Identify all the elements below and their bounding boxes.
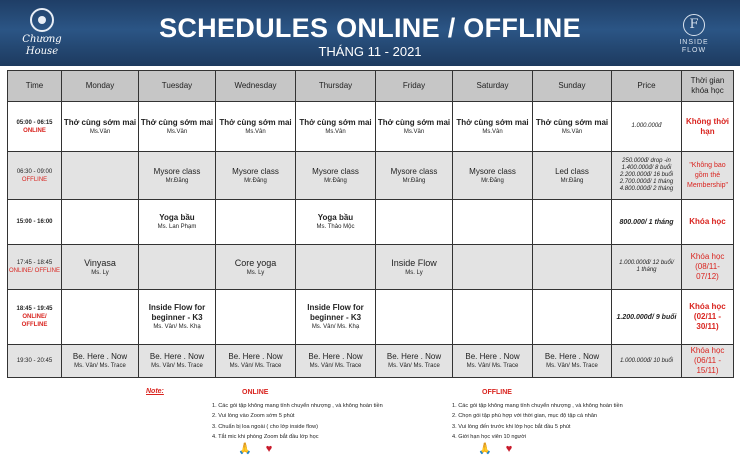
class-cell bbox=[62, 152, 139, 200]
class-name: Be. Here . Now bbox=[308, 352, 363, 361]
class-name: Core yoga bbox=[234, 257, 277, 268]
class-name: Thở cùng sớm mai bbox=[63, 117, 137, 127]
teacher-name: Ms. Vân/ Ms. Trace bbox=[229, 363, 282, 369]
class-name: Mysore class bbox=[390, 166, 438, 176]
class-name: Be. Here . Now bbox=[149, 352, 205, 361]
column-header-friday: Friday bbox=[376, 71, 453, 102]
class-cell bbox=[296, 152, 376, 200]
notes-section bbox=[0, 388, 740, 468]
teacher-name: Mr.Đăng bbox=[324, 177, 347, 184]
price-line: 1.000.000đ/ 12 buổi/ bbox=[619, 260, 674, 266]
time-range: 18:45 - 19:45 bbox=[16, 306, 53, 312]
class-name: Yoga bầu bbox=[159, 213, 195, 222]
class-cell bbox=[216, 345, 296, 378]
price-line: 250.000đ/ drop -in bbox=[622, 158, 671, 164]
price-line: 1.000.000đ/ 10 buổi bbox=[619, 357, 674, 364]
list-item: 1. Các gói tập không mang tính chuyển nhượng , và không hoàn tiền bbox=[212, 403, 383, 409]
inside-flow-logo bbox=[666, 14, 722, 55]
class-cell bbox=[62, 290, 139, 345]
class-cell bbox=[62, 200, 139, 245]
teacher-name: Ms.Vân bbox=[325, 128, 346, 135]
teacher-name: Ms. Ly bbox=[91, 269, 109, 276]
price-line: 1.400.000đ/ 8 buổi bbox=[621, 165, 672, 171]
offline-icons bbox=[478, 443, 623, 455]
class-name: Be. Here . Now bbox=[228, 352, 283, 361]
class-cell bbox=[62, 345, 139, 378]
mode-label: ONLINE bbox=[23, 127, 46, 134]
class-cell bbox=[376, 200, 453, 245]
teacher-name: Ms. Vân/ Ms. Trace bbox=[309, 363, 362, 369]
teacher-name: Ms. Vân/ Ms. Trace bbox=[546, 363, 598, 369]
heart-icon: ♥ bbox=[505, 443, 513, 456]
duration-cell: Không thời hạn bbox=[682, 102, 734, 152]
class-cell bbox=[533, 290, 612, 345]
class-cell bbox=[139, 245, 216, 290]
class-cell bbox=[62, 102, 139, 152]
header-row bbox=[8, 71, 734, 102]
column-header-monday: Monday bbox=[62, 71, 139, 102]
schedule-table bbox=[7, 70, 734, 378]
class-name: Thở cùng sớm mai bbox=[377, 117, 451, 127]
class-cell bbox=[296, 200, 376, 245]
teacher-name: Ms.Vân bbox=[403, 128, 425, 135]
price-line: 1.000.000đ bbox=[631, 123, 662, 129]
class-cell bbox=[533, 200, 612, 245]
list-item: 2. Vui lòng vào Zoom sớm 5 phút bbox=[212, 413, 295, 420]
class-name: Thở cùng sớm mai bbox=[299, 117, 372, 127]
class-name: Be. Here . Now bbox=[72, 352, 128, 361]
column-header-time: Time bbox=[8, 71, 62, 102]
class-name: Mysore class bbox=[232, 166, 279, 176]
time-cell bbox=[8, 345, 62, 378]
class-cell bbox=[376, 152, 453, 200]
online-notes-title: ONLINE bbox=[242, 389, 269, 396]
list-item: 3. Chuẩn bị loa ngoài ( cho lớp inside flow) bbox=[212, 423, 318, 430]
class-cell bbox=[376, 102, 453, 152]
page-subtitle: THÁNG 11 - 2021 bbox=[318, 44, 422, 59]
teacher-name: Ms. Vân/ Ms. Trace bbox=[388, 363, 440, 369]
time-cell bbox=[8, 290, 62, 345]
list-item: 4. Giới hạn học viên 10 người bbox=[452, 433, 527, 440]
table-row bbox=[8, 245, 734, 290]
class-name: Yoga bầu bbox=[317, 213, 354, 222]
teacher-name: Ms. Ly bbox=[246, 269, 265, 276]
price-cell bbox=[612, 345, 682, 378]
class-cell bbox=[62, 245, 139, 290]
class-name: Thở cùng sớm mai bbox=[535, 117, 609, 127]
price-line: 4.800.000đ/ 2 tháng bbox=[619, 186, 674, 192]
class-cell bbox=[216, 152, 296, 200]
page-title: SCHEDULES ONLINE / OFFLINE bbox=[159, 13, 581, 43]
mode-label: OFFLINE bbox=[21, 176, 48, 183]
price-line: 2.700.000đ/ 1 tháng bbox=[619, 179, 674, 185]
column-header-duration: Thời gian khóa học bbox=[682, 71, 734, 102]
class-name: Be. Here . Now bbox=[465, 352, 520, 361]
mode-label: ONLINE/ OFFLINE bbox=[21, 314, 48, 328]
teacher-name: Ms. Vân/ Ms. Khạ bbox=[311, 324, 360, 330]
class-cell bbox=[139, 152, 216, 200]
class-cell bbox=[533, 152, 612, 200]
class-name: Led class bbox=[555, 166, 589, 176]
heart-icon: ♥ bbox=[265, 443, 273, 456]
class-name: Vinyasa bbox=[84, 257, 116, 268]
table-row bbox=[8, 200, 734, 245]
class-cell bbox=[216, 102, 296, 152]
column-header-thursday: Thursday bbox=[296, 71, 376, 102]
column-header-wednesday: Wednesday bbox=[216, 71, 296, 102]
teacher-name: Mr.Đăng bbox=[402, 177, 426, 184]
time-range: 17:45 - 18:45 bbox=[16, 260, 53, 266]
duration-cell: Khóa học (06/11 - 15/11) bbox=[682, 345, 734, 378]
table-row bbox=[8, 152, 734, 200]
header-banner bbox=[0, 0, 740, 66]
class-name: Thở cùng sớm mai bbox=[219, 117, 292, 127]
teacher-name: Ms. Vân/ Ms. Trace bbox=[74, 363, 126, 369]
teacher-name: Ms.Vân bbox=[166, 128, 188, 135]
teacher-name: Ms. Vân/ Ms. Khạ bbox=[153, 324, 201, 330]
class-cell bbox=[453, 345, 533, 378]
class-name: Thở cùng sớm mai bbox=[140, 117, 214, 127]
price-line: 2.200.000đ/ 16 buổi bbox=[619, 172, 674, 178]
note-label: Note: bbox=[146, 388, 164, 395]
time-cell bbox=[8, 200, 62, 245]
class-cell bbox=[139, 102, 216, 152]
pray-icon: 🙏 bbox=[478, 443, 492, 456]
column-header-tuesday: Tuesday bbox=[139, 71, 216, 102]
class-cell bbox=[533, 345, 612, 378]
teacher-name: Ms.Vân bbox=[482, 128, 503, 135]
table-row bbox=[8, 290, 734, 345]
price-cell bbox=[612, 200, 682, 245]
table-row bbox=[8, 102, 734, 152]
time-range: 15:00 - 16:00 bbox=[16, 219, 53, 225]
class-name: Be. Here . Now bbox=[544, 352, 600, 361]
price-cell bbox=[612, 152, 682, 200]
list-item: 4. Tắt mic khi phòng Zoom bắt đầu lớp học bbox=[212, 433, 319, 440]
online-icons bbox=[238, 443, 383, 455]
offline-notes-title: OFFLINE bbox=[482, 389, 512, 396]
column-header-sunday: Sunday bbox=[533, 71, 612, 102]
class-cell bbox=[216, 290, 296, 345]
teacher-name: Ms. Lan Phạm bbox=[157, 224, 197, 230]
offline-notes bbox=[452, 388, 623, 455]
duration-cell: "Không bao gồm thẻ Membership" bbox=[682, 152, 734, 200]
price-cell bbox=[612, 290, 682, 345]
time-cell bbox=[8, 245, 62, 290]
class-cell bbox=[296, 345, 376, 378]
class-name: Thở cùng sớm mai bbox=[456, 117, 529, 127]
class-cell bbox=[453, 152, 533, 200]
column-header-saturday: Saturday bbox=[453, 71, 533, 102]
table-row bbox=[8, 345, 734, 378]
class-name: Inside Flow for beginner - K3 bbox=[148, 303, 206, 322]
teacher-name: Ms.Vân bbox=[245, 128, 266, 135]
teacher-name: Ms.Vân bbox=[561, 128, 583, 135]
class-cell bbox=[216, 200, 296, 245]
time-range: 05:00 - 06:15 bbox=[16, 119, 53, 126]
class-cell bbox=[376, 345, 453, 378]
mode-label: ONLINE/ OFFLINE bbox=[9, 268, 61, 274]
class-cell bbox=[533, 245, 612, 290]
class-name: Mysore class bbox=[469, 166, 516, 176]
duration-cell: Khóa học bbox=[682, 200, 734, 245]
class-name: Be. Here . Now bbox=[386, 352, 442, 361]
column-header-price: Price bbox=[612, 71, 682, 102]
class-name: Mysore class bbox=[153, 166, 201, 176]
teacher-name: Ms. Vân/ Ms. Trace bbox=[466, 363, 519, 369]
teacher-name: Ms. Thảo Mộc bbox=[316, 224, 355, 230]
teacher-name: Ms.Vân bbox=[89, 128, 111, 135]
class-cell bbox=[139, 200, 216, 245]
class-cell bbox=[453, 102, 533, 152]
class-cell bbox=[533, 102, 612, 152]
class-cell bbox=[453, 245, 533, 290]
class-cell bbox=[296, 290, 376, 345]
brand-name: Chương House bbox=[22, 34, 62, 57]
duration-cell: Khóa học (02/11 - 30/11) bbox=[682, 290, 734, 345]
list-item: 3. Vui lòng đến trước khi lớp học bắt đầu 5 phút bbox=[452, 423, 571, 430]
class-cell bbox=[296, 245, 376, 290]
class-name: Inside Flow for beginner - K3 bbox=[307, 303, 364, 322]
class-cell bbox=[139, 345, 216, 378]
inside-flow-logo-text: INSIDE FLOW bbox=[679, 39, 709, 54]
price-cell bbox=[612, 245, 682, 290]
class-cell bbox=[376, 245, 453, 290]
inside-flow-mark-icon: F bbox=[683, 14, 705, 36]
class-cell bbox=[453, 200, 533, 245]
teacher-name: Ms. Ly bbox=[405, 269, 423, 276]
duration-cell: Khóa học (08/11- 07/12) bbox=[682, 245, 734, 290]
class-cell bbox=[453, 290, 533, 345]
class-cell bbox=[139, 290, 216, 345]
class-cell bbox=[376, 290, 453, 345]
pray-icon: 🙏 bbox=[238, 443, 252, 456]
time-cell bbox=[8, 152, 62, 200]
teacher-name: Mr.Đăng bbox=[244, 177, 267, 184]
time-range: 19:30 - 20:45 bbox=[16, 358, 53, 364]
price-line: 1.200.000đ/ 9 buổi bbox=[616, 313, 677, 321]
teacher-name: Mr.Đăng bbox=[560, 177, 584, 184]
list-item: 2. Chọn gói tập phù hợp với thời gian, mục độ tập cá nhân bbox=[452, 413, 598, 420]
class-name: Inside Flow bbox=[391, 257, 437, 268]
price-line: 1 tháng bbox=[636, 267, 657, 273]
time-cell bbox=[8, 102, 62, 152]
time-range: 06:30 - 09:00 bbox=[16, 168, 53, 175]
list-item: 1. Các gói tập không mang tính chuyển nhượng , và không hoàn tiền bbox=[452, 403, 623, 409]
teacher-name: Ms. Vân/ Ms. Trace bbox=[151, 363, 203, 369]
class-cell bbox=[296, 102, 376, 152]
teacher-name: Mr.Đăng bbox=[165, 177, 189, 184]
online-notes bbox=[212, 388, 383, 455]
class-name: Mysore class bbox=[312, 166, 359, 176]
price-cell bbox=[612, 102, 682, 152]
teacher-name: Mr.Đăng bbox=[481, 177, 504, 184]
price-line: 800.000/ 1 tháng bbox=[619, 218, 674, 226]
class-cell bbox=[216, 245, 296, 290]
